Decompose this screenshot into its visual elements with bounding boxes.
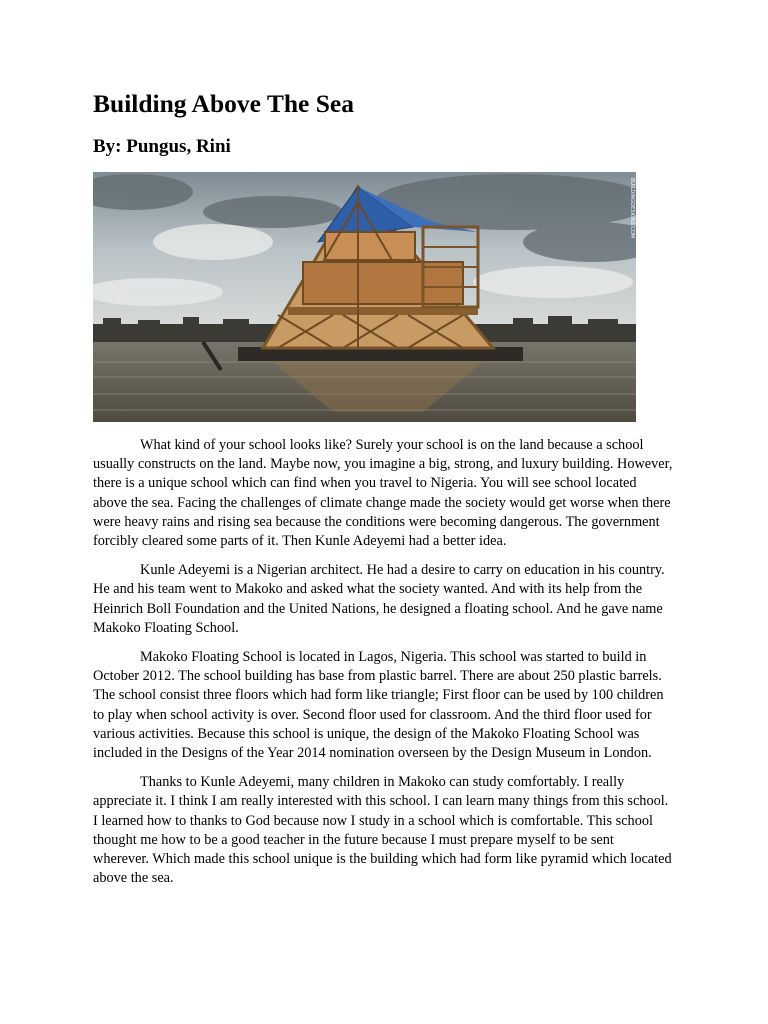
article-body: [93, 436, 673, 898]
paragraph-3: Makoko Floating School is located in Lagos, Nigeria. This school was started to build in October 2012. The school building has base from plastic barrel. There are about 250 plastic barrels. The school consist three floors which had form like triangle; First floor can be used by 100 children to play when school activity is over. Second floor used for classroom. And the third floor used for various activities. Because this school is unique, the design of the Makoko Floating School was included in the Designs of the Year 2014 nomination overseen by the Design Museum in London.: [93, 649, 664, 762]
floating-school-photo: [93, 172, 636, 422]
paragraph-1: What kind of your school looks like? Surely your school is on the land because a school usually constructs on the land. Maybe now, you imagine a big, strong, and luxury building. However, there is a unique school which can find when you travel to Nigeria. You will see school located above the sea. Facing the challenges of climate change made the society would get worse when there were heavy rains and rising sea because the conditions were becoming dangerous. The government forcibly cleared some parts of it. Then Kunle Adeyemi had a better idea.: [93, 437, 673, 550]
author-byline: By: Pungus, Rini: [93, 136, 231, 157]
paragraph-2: Kunle Adeyemi is a Nigerian architect. He had a desire to carry on education in his country. He and his team went to Makoko and asked what the society wanted. And with its help from the Heinrich Boll Foundation and the United Nations, he designed a floating school. And he gave name Makoko Floating School.: [93, 562, 665, 636]
photo-watermark: BUILDINGDESIGNS.COM: [629, 178, 635, 239]
floating-school-illustration: [93, 172, 636, 422]
paragraph-4: Thanks to Kunle Adeyemi, many children in Makoko can study comfortably. I really appreciate it. I think I am really interested with this school. I can learn many things from this school. I learned how to thanks to God because now I study in a school which is comfortable. This school thought me how to be a good teacher in the future because I must prepare myself to be sent wherever. Which made this school unique is the building which had form like pyramid which located above the sea.: [93, 774, 672, 887]
page-title: Building Above The Sea: [93, 89, 354, 118]
